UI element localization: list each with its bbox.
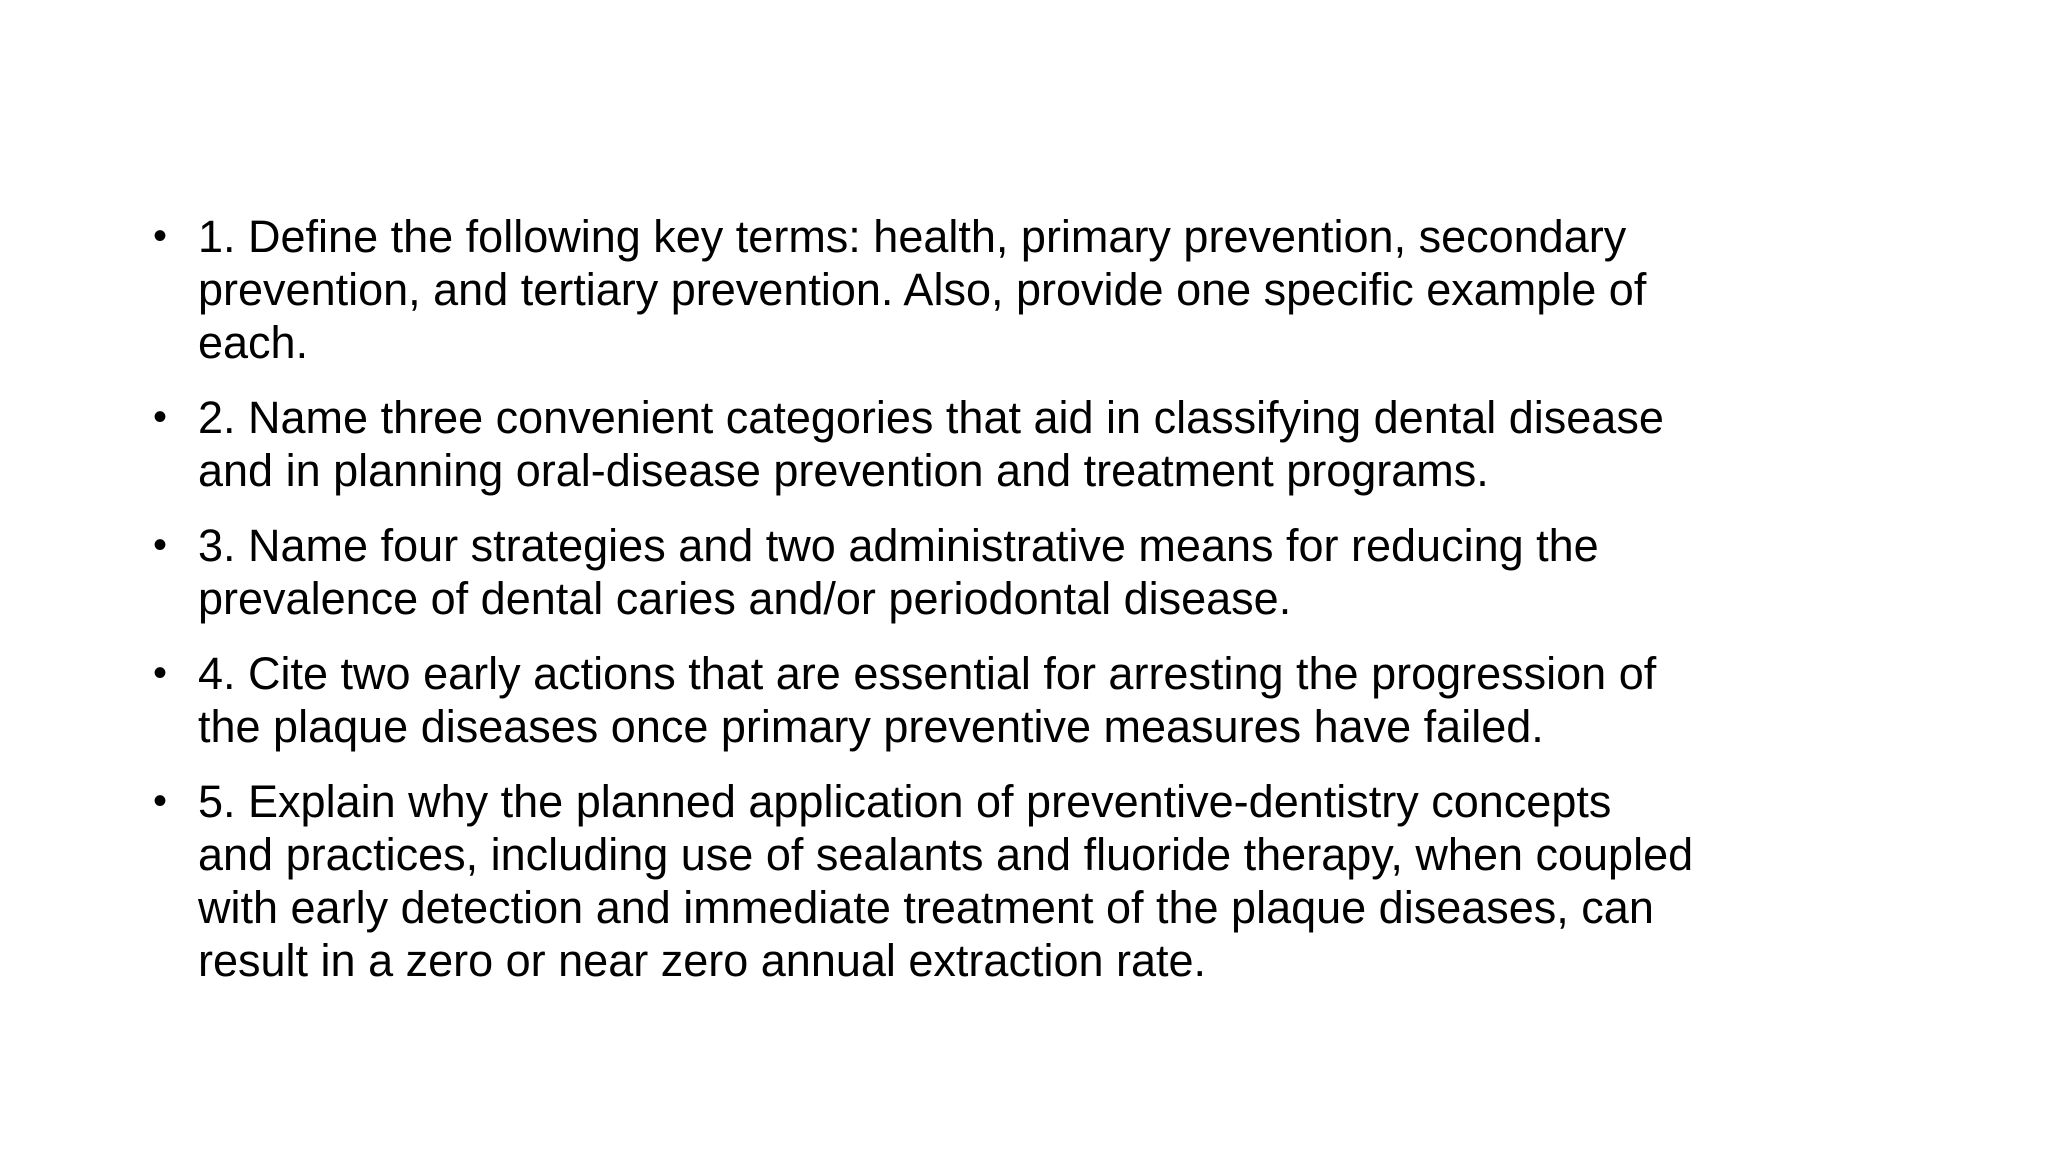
bullet-marker: • <box>153 779 168 823</box>
bullet-text-4: 4. Cite two early actions that are essential for arresting the progression of the plaque diseases once primary preventive measures have failed. <box>198 648 1657 752</box>
bullet-item-4 <box>150 647 1920 753</box>
bullet-item-5 <box>150 775 1920 987</box>
bullet-text-2: 2. Name three convenient categories that aid in classifying dental disease and in planning oral-disease prevention and treatment programs. <box>198 392 1664 496</box>
bullet-item-2 <box>150 391 1920 497</box>
bullet-text-5: 5. Explain why the planned application of preventive-dentistry concepts and practices, including use of sealants and fluoride therapy, when coupled with early detection and immediate treatment of the plaque diseases, can result in a zero or near zero annual extraction rate. <box>198 776 1694 986</box>
bullet-list <box>150 210 1920 1009</box>
bullet-text-3: 3. Name four strategies and two administrative means for reducing the prevalence of dental caries and/or periodontal disease. <box>198 520 1599 624</box>
bullet-marker: • <box>153 214 168 258</box>
bullet-marker: • <box>153 523 168 567</box>
bullet-text-1: 1. Define the following key terms: health, primary prevention, secondary prevention, and tertiary prevention. Also, provide one specific example of each. <box>198 211 1647 368</box>
bullet-item-1 <box>150 210 1920 369</box>
bullet-marker: • <box>153 651 168 695</box>
bullet-marker: • <box>153 395 168 439</box>
bullet-item-3 <box>150 519 1920 625</box>
